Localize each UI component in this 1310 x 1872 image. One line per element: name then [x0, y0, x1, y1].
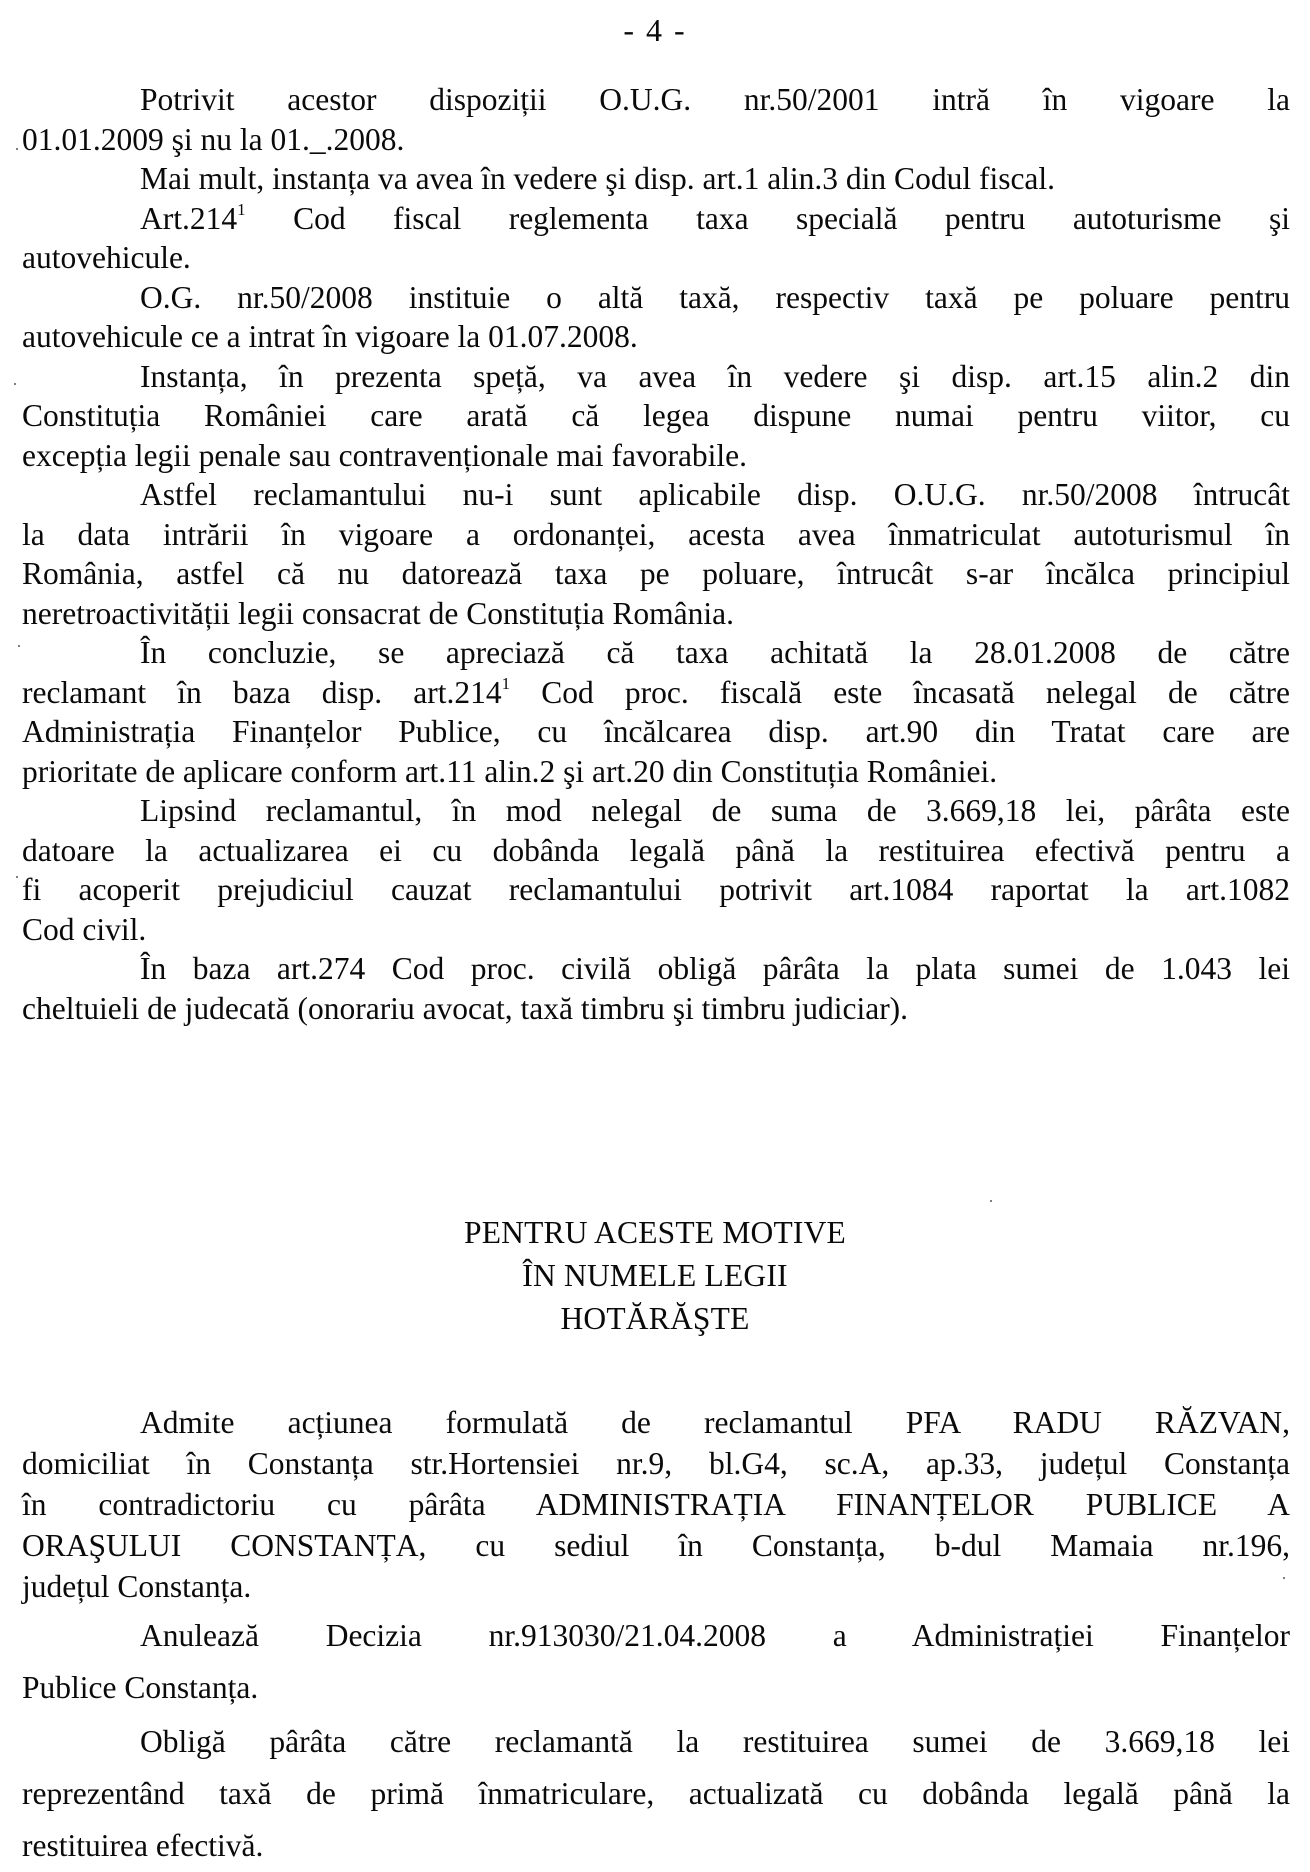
heading-in-numele-legii: ÎN NUMELE LEGII	[522, 1258, 788, 1293]
scan-speck	[18, 645, 20, 647]
text-line: În concluzie, se apreciază că taxa achitată la 28.01.2008 de către	[140, 635, 1290, 670]
ruling-obliga	[22, 1716, 1290, 1872]
text-line: România, astfel că nu datorează taxa pe poluare, întrucât s-ar încălca principiul	[22, 556, 1290, 591]
text-line: O.G. nr.50/2008 instituie o altă taxă, respectiv taxă pe poluare pentru	[140, 279, 1290, 315]
scan-speck	[990, 1200, 992, 1202]
paragraph-lipsind	[22, 791, 1290, 949]
text-line: datoare la actualizarea ei cu dobânda legală până la restituirea efectivă pentru a	[22, 832, 1290, 868]
text-line: la data intrării în vigoare a ordonanței, acesta avea înmatriculat autoturismul în	[22, 516, 1290, 552]
text-line: Administrația Finanțelor Publice, cu încălcarea disp. art.90 din Tratat care are	[22, 714, 1290, 749]
text-line: În baza art.274 Cod proc. civilă obligă pârâta la plata sumei de 1.043 lei	[140, 951, 1290, 986]
scan-speck	[16, 876, 18, 878]
text-line: excepția legii penale sau contravenționale mai favorabile.	[22, 437, 748, 473]
text-line: ORAŞULUI CONSTANȚA, cu sediul în Constanța, b-dul Mamaia nr.196,	[22, 1528, 1290, 1563]
paragraph-og-50-2008	[22, 278, 1290, 357]
text-line: Art.214$^1$ Cod fiscal reglementa taxa specială pentru autoturisme şi	[140, 199, 1290, 236]
text-line: Publice Constanța.	[22, 1670, 259, 1705]
text-line: neretroactivității legii consacrat de Constituția România.	[22, 595, 735, 631]
text-line: Potrivit acestor dispoziții O.U.G. nr.50/2001 intră în vigoare la	[140, 82, 1290, 117]
text-line: domiciliat în Constanța str.Hortensiei nr.9, bl.G4, sc.A, ap.33, județul Constanța	[22, 1446, 1290, 1481]
text-line: Obligă pârâta către reclamantă la restituirea sumei de 3.669,18 lei	[140, 1724, 1290, 1759]
text-line: Astfel reclamantului nu-i sunt aplicabile disp. O.U.G. nr.50/2008 întrucât	[140, 477, 1290, 512]
paragraph-art-214	[22, 199, 1290, 278]
text-line: în contradictoriu cu pârâta ADMINISTRAȚIA FINANȚELOR PUBLICE A	[22, 1487, 1290, 1522]
scan-speck	[1283, 1577, 1285, 1579]
paragraph-astfel	[22, 475, 1290, 633]
scan-speck	[14, 383, 16, 385]
text-line: Instanța, în prezenta speță, va avea în vedere şi disp. art.15 alin.2 din	[140, 358, 1290, 394]
superscript: 1	[501, 673, 511, 693]
text-line: Anulează Decizia nr.913030/21.04.2008 a Administrației Finanțelor	[140, 1618, 1290, 1653]
text-line: fi acoperit prejudiciul cauzat reclamantului potrivit art.1084 raportat la art.1082	[22, 872, 1290, 907]
text-line: Mai mult, instanța va avea în vedere şi disp. art.1 alin.3 din Codul fiscal.	[140, 161, 1056, 196]
text-line: prioritate de aplicare conform art.11 alin.2 şi art.20 din Constituția României.	[22, 753, 998, 789]
text-line: reclamant în baza disp. art.214$^1$ Cod proc. fiscală este încasată nelegal de către	[22, 673, 1290, 710]
ruling-anuleaza	[22, 1610, 1290, 1714]
text-line: reprezentând taxă de primă înmatriculare, actualizată cu dobânda legală până la	[22, 1776, 1290, 1811]
heading-hotaraste: HOTĂRĂŞTE	[560, 1301, 750, 1336]
text-line: 01.01.2009 şi nu la 01._.2008.	[22, 121, 405, 157]
paragraph-constitutie-art15	[22, 357, 1290, 476]
text-line: autovehicule.	[22, 240, 191, 275]
page-number: - 4 -	[623, 12, 687, 48]
text-line: județul Constanța.	[22, 1569, 252, 1604]
text-line: cheltuieli de judecată (onorariu avocat, taxă timbru şi timbru judiciar).	[22, 990, 909, 1026]
paragraph-cod-fiscal	[22, 159, 1290, 199]
paragraph-cheltuieli	[22, 949, 1290, 1028]
paragraph-oug-2001	[22, 80, 1290, 159]
ruling-admite	[22, 1402, 1290, 1607]
text-line: Admite acțiunea formulată de reclamantul PFA RADU RĂZVAN,	[140, 1405, 1290, 1440]
text-line: restituirea efectivă.	[22, 1828, 264, 1863]
superscript: 1	[237, 199, 246, 219]
scan-speck	[16, 148, 18, 150]
paragraph-concluzie	[22, 633, 1290, 791]
text-line: autovehicule ce a intrat în vigoare la 01.07.2008.	[22, 319, 638, 354]
text-line: Lipsind reclamantul, în mod nelegal de suma de 3.669,18 lei, pârâta este	[140, 793, 1290, 828]
reasoning-section	[22, 80, 1290, 1028]
heading-pentru-aceste-motive: PENTRU ACESTE MOTIVE	[464, 1215, 846, 1250]
text-line: Constituția României care arată că legea dispune numai pentru viitor, cu	[22, 398, 1290, 433]
text-line: Cod civil.	[22, 911, 147, 947]
